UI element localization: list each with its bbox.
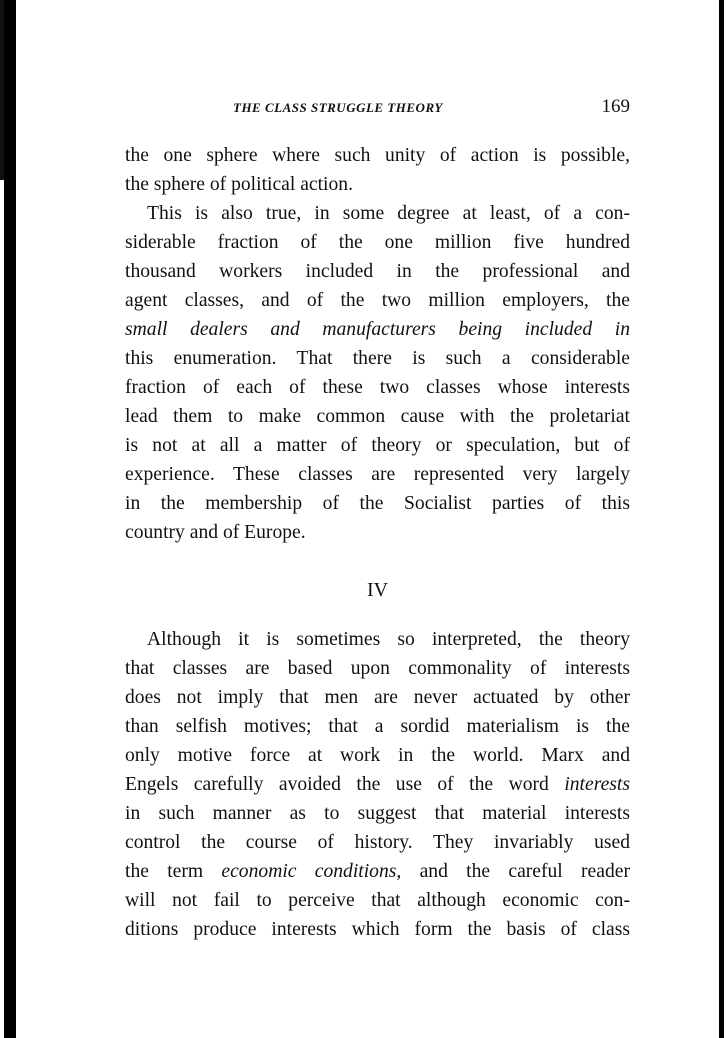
text-line: the one sphere where such unity of action is possible, — [125, 145, 630, 166]
text-line-italic — [125, 315, 630, 344]
text-line: thousand workers included in the professional and — [125, 261, 630, 282]
text-line-mixed — [125, 770, 630, 799]
scanned-page-left-edge — [4, 0, 16, 1038]
scanned-page-right-edge — [719, 0, 724, 1038]
text-line: fraction of each of these two classes whose interests — [125, 377, 630, 398]
text-line: experience. These classes are represented very largely — [125, 464, 630, 485]
section-heading: IV — [366, 579, 389, 601]
text-line: control the course of history. They invariably used — [125, 832, 630, 853]
italic-text: small dealers and manufacturers being included in — [125, 319, 630, 340]
text-line: does not imply that men are never actuated by other — [125, 687, 630, 708]
text-line: ditions produce interests which form the basis of class — [125, 919, 630, 940]
text-line: this enumeration. That there is such a considerable — [125, 348, 630, 369]
paragraph-2 — [125, 199, 630, 547]
text-line: country and of Europe. — [125, 522, 306, 543]
italic-text: economic conditions, — [221, 861, 402, 882]
paragraph-3 — [125, 625, 630, 944]
text-segment: Engels carefully avoided the use of the word — [125, 774, 549, 795]
text-line: that classes are based upon commonality of interests — [125, 658, 630, 679]
paragraph-1 — [125, 141, 630, 199]
text-line: than selfish motives; that a sordid materialism is the — [125, 716, 630, 737]
text-line: in the membership of the Socialist parties of this — [125, 493, 630, 514]
page-header — [125, 96, 630, 120]
page-body — [125, 141, 630, 944]
text-line: will not fail to perceive that although economic con- — [125, 890, 630, 911]
text-line: is not at all a matter of theory or speculation, but of — [125, 435, 630, 456]
text-line: Although it is sometimes so interpreted, the theory — [147, 629, 630, 650]
text-line: the sphere of political action. — [125, 174, 353, 195]
scanned-page-left-shadow — [0, 0, 4, 180]
text-line: only motive force at work in the world. Marx and — [125, 745, 630, 766]
italic-text: interests — [564, 774, 630, 795]
text-line: agent classes, and of the two million employers, the — [125, 290, 630, 311]
text-line: lead them to make common cause with the proletariat — [125, 406, 630, 427]
text-line: This is also true, in some degree at least, of a con- — [147, 203, 630, 224]
text-line: siderable fraction of the one million five hundred — [125, 232, 630, 253]
page-number: 169 — [601, 96, 630, 117]
running-head: THE CLASS STRUGGLE THEORY — [233, 100, 443, 115]
text-line-mixed — [125, 857, 630, 886]
text-segment: and the careful reader — [419, 861, 630, 882]
text-segment: the term — [125, 861, 204, 882]
text-line: in such manner as to suggest that material interests — [125, 803, 630, 824]
